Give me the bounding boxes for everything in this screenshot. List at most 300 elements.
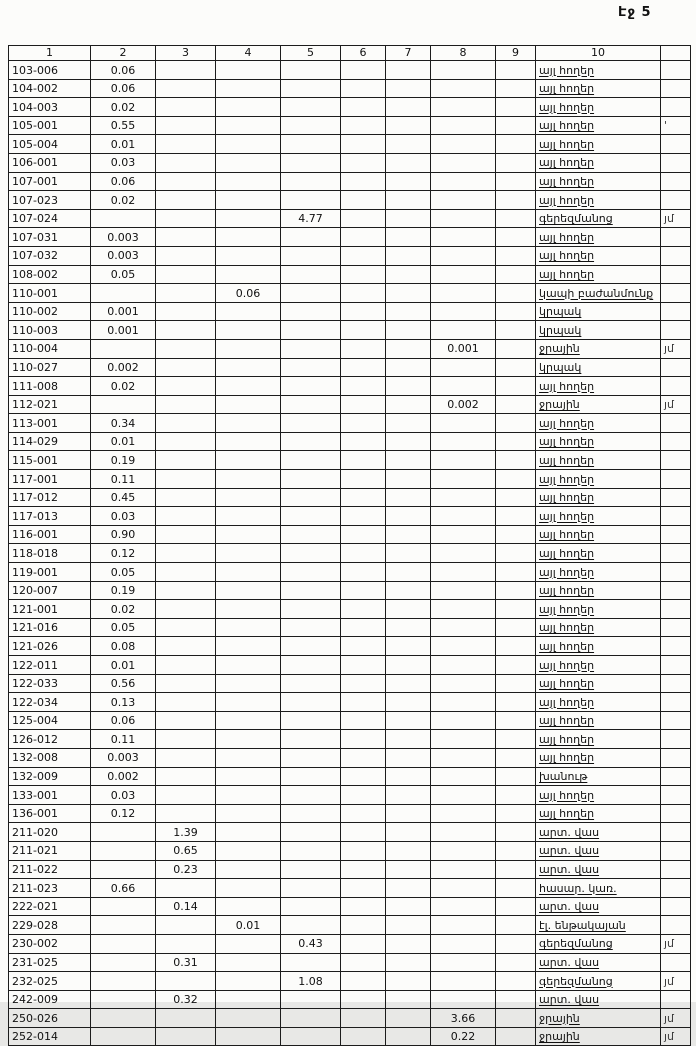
cell-col8 [431,823,496,842]
table-row [9,414,691,433]
cell-col8 [431,246,496,265]
margin-mark [661,544,691,563]
cell-col1: 110-004 [9,339,91,358]
cell-col1: 222-021 [9,897,91,916]
cell-col4 [216,265,281,284]
cell-col8 [431,470,496,489]
cell-col2: 0.05 [91,563,156,582]
table-row [9,600,691,619]
cell-col1: 118-018 [9,544,91,563]
cell-col8 [431,972,496,991]
cell-col8 [431,786,496,805]
cell-col6 [341,767,386,786]
cell-col4 [216,730,281,749]
cell-col7 [386,470,431,489]
cell-col1: 211-021 [9,841,91,860]
cell-col10: արտ. վաս [536,860,661,879]
cell-col6 [341,470,386,489]
cell-col3 [156,879,216,898]
cell-col10: այլ հողեր [536,525,661,544]
cell-col4 [216,470,281,489]
cell-col3 [156,191,216,210]
cell-col4 [216,116,281,135]
cell-col7 [386,432,431,451]
cell-col9 [496,711,536,730]
column-header-3: 3 [156,46,216,61]
cell-col9 [496,61,536,80]
cell-col1: 122-011 [9,656,91,675]
cell-col7 [386,488,431,507]
cell-col6 [341,172,386,191]
table-row [9,711,691,730]
cell-col6 [341,135,386,154]
cell-col3 [156,135,216,154]
cell-col7 [386,841,431,860]
cell-col5 [281,172,341,191]
cell-col7 [386,153,431,172]
table-row [9,470,691,489]
table-row [9,507,691,526]
cell-col1: 211-020 [9,823,91,842]
cell-col6 [341,897,386,916]
cell-col8 [431,563,496,582]
column-header-7: 7 [386,46,431,61]
cell-col2: 0.11 [91,470,156,489]
cell-col4 [216,544,281,563]
cell-col3 [156,451,216,470]
cell-col5 [281,488,341,507]
cell-col10: այլ հողեր [536,265,661,284]
margin-mark: ' [661,116,691,135]
cell-col4: 0.01 [216,916,281,935]
cell-col4 [216,432,281,451]
cell-col2 [91,1027,156,1046]
cell-col7 [386,451,431,470]
cell-col6 [341,786,386,805]
cell-col7 [386,135,431,154]
cell-col8 [431,879,496,898]
cell-col2: 0.45 [91,488,156,507]
cell-col5 [281,1009,341,1028]
column-header-8: 8 [431,46,496,61]
cell-col7 [386,767,431,786]
cell-col10: այլ հողեր [536,786,661,805]
margin-mark: յմ [661,1027,691,1046]
table-row [9,488,691,507]
margin-mark [661,693,691,712]
column-header-4: 4 [216,46,281,61]
cell-col8 [431,451,496,470]
cell-col10: կրպակ [536,321,661,340]
margin-mark [661,711,691,730]
cell-col6 [341,525,386,544]
cell-col2 [91,916,156,935]
cell-col9 [496,246,536,265]
cell-col2 [91,934,156,953]
cell-col6 [341,730,386,749]
cell-col4 [216,618,281,637]
cell-col1: 242-009 [9,990,91,1009]
cell-col5 [281,377,341,396]
cell-col3: 0.32 [156,990,216,1009]
cell-col10: այլ հողեր [536,451,661,470]
cell-col8 [431,377,496,396]
cell-col2: 0.06 [91,79,156,98]
cell-col5 [281,98,341,117]
cell-col3 [156,786,216,805]
cell-col8 [431,525,496,544]
margin-mark [661,414,691,433]
cell-col1: 107-031 [9,228,91,247]
cell-col6 [341,191,386,210]
cell-col3 [156,339,216,358]
cell-col4 [216,693,281,712]
cell-col2 [91,953,156,972]
cell-col2: 0.66 [91,879,156,898]
table-row [9,209,691,228]
cell-col5 [281,432,341,451]
column-header-6: 6 [341,46,386,61]
cell-col1: 133-001 [9,786,91,805]
cell-col7 [386,525,431,544]
table-row [9,581,691,600]
cell-col2: 0.05 [91,618,156,637]
cell-col5 [281,321,341,340]
cell-col3 [156,804,216,823]
cell-col5 [281,879,341,898]
cell-col8 [431,135,496,154]
cell-col8 [431,153,496,172]
cell-col4 [216,321,281,340]
cell-col10: այլ հողեր [536,135,661,154]
cell-col1: 117-001 [9,470,91,489]
cell-col1: 229-028 [9,916,91,935]
cell-col9 [496,377,536,396]
cell-col8 [431,191,496,210]
cell-col3 [156,302,216,321]
table-row [9,265,691,284]
header-row [9,46,691,61]
cell-col8 [431,265,496,284]
cell-col5: 0.43 [281,934,341,953]
cell-col2: 0.003 [91,748,156,767]
cell-col8 [431,618,496,637]
cell-col3 [156,581,216,600]
cell-col10: այլ հողեր [536,730,661,749]
margin-mark: յմ [661,395,691,414]
cell-col4 [216,953,281,972]
cell-col7 [386,339,431,358]
cell-col3 [156,79,216,98]
cell-col9 [496,990,536,1009]
cell-col7 [386,265,431,284]
cell-col9 [496,265,536,284]
cell-col2: 0.02 [91,377,156,396]
cell-col4 [216,135,281,154]
cell-col8: 0.22 [431,1027,496,1046]
cell-col2: 0.003 [91,246,156,265]
cell-col8 [431,581,496,600]
cell-col7 [386,172,431,191]
cell-col3 [156,358,216,377]
cell-col1: 125-004 [9,711,91,730]
cell-col3 [156,544,216,563]
cell-col10: ջրային [536,395,661,414]
cell-col2: 0.19 [91,581,156,600]
cell-col2 [91,284,156,303]
cell-col2: 0.03 [91,786,156,805]
table-row [9,321,691,340]
cell-col9 [496,135,536,154]
cell-col9 [496,321,536,340]
cell-col4 [216,246,281,265]
cell-col4 [216,1009,281,1028]
cell-col2 [91,841,156,860]
cell-col9 [496,860,536,879]
cell-col1: 126-012 [9,730,91,749]
margin-mark [661,841,691,860]
cell-col9 [496,358,536,377]
cell-col6 [341,79,386,98]
cell-col10: այլ հողեր [536,563,661,582]
cell-col2: 0.12 [91,544,156,563]
cell-col3 [156,172,216,191]
cell-col5 [281,804,341,823]
page-number-label: Էջ 5 [618,5,652,20]
cell-col8 [431,209,496,228]
cell-col7 [386,395,431,414]
table-row [9,934,691,953]
land-parcel-table [8,45,691,1046]
cell-col1: 112-021 [9,395,91,414]
margin-column-header [661,46,691,61]
cell-col4 [216,79,281,98]
table-row [9,1009,691,1028]
cell-col1: 119-001 [9,563,91,582]
table-row [9,302,691,321]
cell-col6 [341,265,386,284]
cell-col4 [216,711,281,730]
cell-col1: 231-025 [9,953,91,972]
cell-col4 [216,228,281,247]
margin-mark [661,79,691,98]
margin-mark [661,61,691,80]
cell-col8 [431,953,496,972]
cell-col6 [341,879,386,898]
cell-col3 [156,674,216,693]
column-header-9: 9 [496,46,536,61]
cell-col8 [431,656,496,675]
table-row [9,246,691,265]
cell-col8 [431,916,496,935]
cell-col4 [216,786,281,805]
cell-col10: գերեզմանոց [536,934,661,953]
cell-col8 [431,414,496,433]
cell-col9 [496,953,536,972]
cell-col2: 0.19 [91,451,156,470]
cell-col8: 0.002 [431,395,496,414]
margin-mark [661,767,691,786]
cell-col5 [281,284,341,303]
table-row [9,544,691,563]
cell-col6 [341,228,386,247]
cell-col6 [341,656,386,675]
cell-col8 [431,600,496,619]
cell-col3: 0.65 [156,841,216,860]
cell-col1: 211-022 [9,860,91,879]
cell-col8 [431,172,496,191]
margin-mark: յմ [661,209,691,228]
cell-col7 [386,674,431,693]
cell-col9 [496,470,536,489]
cell-col3 [156,488,216,507]
cell-col3 [156,693,216,712]
cell-col9 [496,879,536,898]
cell-col3 [156,321,216,340]
cell-col9 [496,804,536,823]
cell-col8 [431,711,496,730]
cell-col10: ջրային [536,339,661,358]
cell-col6 [341,61,386,80]
cell-col10: հասար. կառ. [536,879,661,898]
table-row [9,841,691,860]
cell-col1: 120-007 [9,581,91,600]
cell-col7 [386,321,431,340]
cell-col5 [281,228,341,247]
cell-col7 [386,191,431,210]
cell-col2: 0.02 [91,191,156,210]
cell-col2 [91,897,156,916]
cell-col4 [216,581,281,600]
cell-col1: 104-002 [9,79,91,98]
cell-col4 [216,823,281,842]
cell-col1: 117-012 [9,488,91,507]
cell-col7 [386,990,431,1009]
cell-col6 [341,209,386,228]
margin-mark [661,302,691,321]
cell-col1: 230-002 [9,934,91,953]
table-row [9,879,691,898]
cell-col3 [156,600,216,619]
cell-col1: 110-001 [9,284,91,303]
cell-col5 [281,990,341,1009]
margin-mark [661,358,691,377]
cell-col9 [496,525,536,544]
cell-col3: 0.14 [156,897,216,916]
column-header-5: 5 [281,46,341,61]
cell-col2: 0.001 [91,302,156,321]
cell-col2: 0.90 [91,525,156,544]
table-row [9,1027,691,1046]
cell-col5 [281,135,341,154]
table-row [9,990,691,1009]
cell-col10: այլ հողեր [536,507,661,526]
table-row [9,563,691,582]
cell-col8 [431,116,496,135]
cell-col4: 0.06 [216,284,281,303]
margin-mark [661,228,691,247]
cell-col5 [281,339,341,358]
cell-col5 [281,246,341,265]
cell-col10: այլ հողեր [536,656,661,675]
cell-col6 [341,563,386,582]
margin-mark [661,488,691,507]
cell-col9 [496,339,536,358]
cell-col4 [216,860,281,879]
cell-col3 [156,228,216,247]
cell-col1: 110-003 [9,321,91,340]
margin-mark [661,656,691,675]
cell-col8 [431,432,496,451]
cell-col3 [156,265,216,284]
cell-col2 [91,990,156,1009]
cell-col10: այլ հողեր [536,246,661,265]
cell-col10: էլ. ենթակայան [536,916,661,935]
cell-col9 [496,153,536,172]
cell-col5 [281,451,341,470]
cell-col9 [496,934,536,953]
cell-col4 [216,172,281,191]
cell-col8 [431,990,496,1009]
cell-col1: 107-024 [9,209,91,228]
margin-mark: յմ [661,339,691,358]
cell-col9 [496,841,536,860]
cell-col6 [341,972,386,991]
cell-col6 [341,1027,386,1046]
cell-col9 [496,284,536,303]
cell-col2: 0.001 [91,321,156,340]
cell-col1: 107-023 [9,191,91,210]
cell-col8 [431,284,496,303]
margin-mark [661,637,691,656]
cell-col1: 121-026 [9,637,91,656]
cell-col3 [156,116,216,135]
cell-col5: 4.77 [281,209,341,228]
cell-col4 [216,153,281,172]
cell-col5 [281,916,341,935]
table-row [9,525,691,544]
cell-col5 [281,693,341,712]
cell-col6 [341,823,386,842]
cell-col1: 122-034 [9,693,91,712]
cell-col7 [386,897,431,916]
cell-col5 [281,116,341,135]
cell-col9 [496,395,536,414]
margin-mark [661,470,691,489]
cell-col4 [216,804,281,823]
cell-col10: այլ հողեր [536,488,661,507]
cell-col4 [216,972,281,991]
cell-col1: 122-033 [9,674,91,693]
cell-col3 [156,767,216,786]
cell-col9 [496,637,536,656]
cell-col10: այլ հողեր [536,414,661,433]
cell-col7 [386,507,431,526]
cell-col2: 0.12 [91,804,156,823]
table-row [9,748,691,767]
cell-col10: այլ հողեր [536,711,661,730]
cell-col2: 0.01 [91,432,156,451]
cell-col5 [281,61,341,80]
cell-col10: արտ. վաս [536,953,661,972]
cell-col10: այլ հողեր [536,804,661,823]
cell-col8 [431,544,496,563]
cell-col1: 136-001 [9,804,91,823]
cell-col6 [341,153,386,172]
cell-col9 [496,1027,536,1046]
cell-col5 [281,544,341,563]
table-row [9,98,691,117]
